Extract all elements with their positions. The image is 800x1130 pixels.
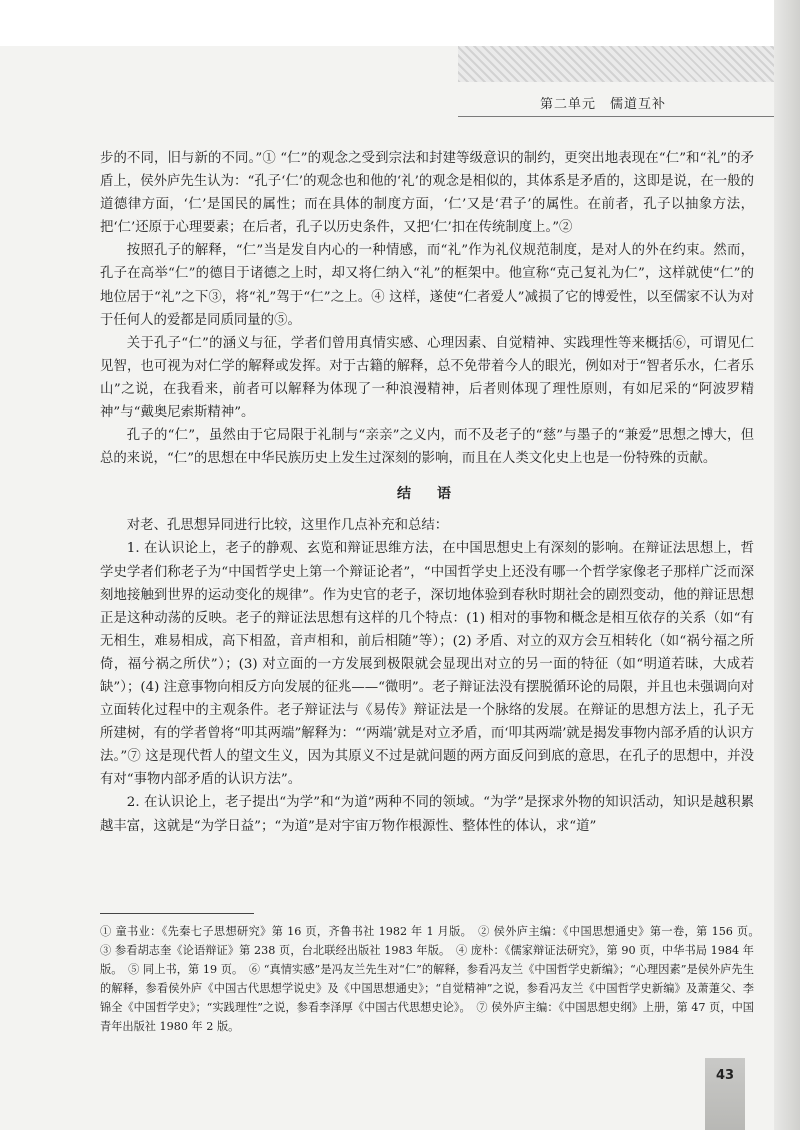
running-header-unit-title: 第二单元 儒道互补 — [540, 97, 667, 112]
paragraph: 1. 在认识论上，老子的静观、玄览和辩证思维方法，在中国思想史上有深刻的影响。在辩证法思想上，哲学史学者们称老子为“中国哲学史上第一个辩证论者”，“中国哲学史上还没有哪一个哲学家像老子那样广泛而深刻地接触到世界的运动变化的规律”。作为史官的老子，深切地体验到春秋时期社会的剧烈变动，他的辩证思想正是这种动荡的反映。老子的辩证法思想有这样的几个特点：(1) 相对的事物和概念是相互依存的关系（如“有无相生，难易相成，高下相盈，音声相和，前后相随”等）；(2) 矛盾、对立的双方会互相转化（如“祸兮福之所倚，福兮祸之所伏”）；(3) 对立面的一方发展到极限就会显现出对立的另一面的特征（如“明道若昧，大成若缺”）；(4) 注意事物向相反方向发展的征兆——“微明”。老子辩证法没有摆脱循环论的局限，并且也未强调向对立面转化过程中的主观条件。老子辩证法与《易传》辩证法是一个脉络的发展。在辩证的思想方法上，孔子无所建树，有的学者曾将“叩其两端”解释为：“‘两端’就是对立矛盾，而‘叩其两端’就是揭发事物内部矛盾的认识方法。”⑦ 这是现代哲人的望文生义，因为其原义不过是就问题的两方面反问到底的意思，在孔子的思想中，并没有对“事物内部矛盾的认识方法”。 — [100, 541, 754, 788]
paragraph-continued: 步的不同，旧与新的不同。”① “仁”的观念之受到宗法和封建等级意识的制约，更突出地表现在“仁”和“礼”的矛盾上，侯外庐先生认为：“孔子‘仁’的观念也和他的‘礼’的观念是相似的，其体系是矛盾的，这即是说，在一般的道德律方面，‘仁’是国民的属性；而在具体的制度方面，‘仁’又是‘君子’的属性。在前者，孔子以抽象方法，把‘仁’还原于心理要素；在后者，孔子以历史条件，又把‘仁’扣在传统制度上。”② — [100, 151, 754, 236]
page-edge-shadow — [774, 0, 800, 1130]
header-ornament — [458, 46, 774, 82]
header-rule — [458, 116, 774, 117]
main-text — [100, 147, 754, 838]
paragraph: 按照孔子的解释，“仁”当是发自内心的一种情感，而“礼”作为礼仪规范制度，是对人的外在约束。然而，孔子在高举“仁”的德目于诸德之上时，却又将仁纳入“礼”的框架中。他宣称“克己复礼为仁”，这样就使“仁”的地位居于“礼”之下③，将“礼”驾于“仁”之上。④ 这样，遂使“仁者爱人”减损了它的博爱性，以至儒家不认为对于任何人的爱都是同质同量的⑤。 — [100, 243, 754, 328]
footnote-text: ① 童书业：《先秦七子思想研究》第 16 页，齐鲁书社 1982 年 1 月版。 ② 侯外庐主编：《中国思想通史》第一卷，第 156 页。 ③ 参看胡志奎《论语辩证》第 238 页，台北联经出版社 1983 年版。 ④ 庞朴：《儒家辩证法研究》，第 90 页，中华书局 1984 年版。 ⑤ 同上书，第 19 页。 ⑥ “真情实感”是冯友兰先生对“仁”的解释，参看冯友兰《中国哲学史新编》；“心理因素”是侯外庐先生的解释，参看侯外庐《中国古代思想学说史》及《中国思想通史》；“自觉精神”之说，参看冯友兰《中国哲学史新编》及萧萐父、李锦全《中国哲学史》；“实践理性”之说，参看李泽厚《中国古代思想史论》。 ⑦ 侯外庐主编：《中国思想史纲》上册，第 47 页，中国青年出版社 1980 年 2 版。 — [100, 925, 766, 1033]
section-heading-conclusion: 结 语 — [397, 486, 457, 503]
footnote-separator — [100, 913, 254, 914]
page-number: 43 — [715, 1068, 735, 1083]
paragraph: 关于孔子“仁”的涵义与征，学者们曾用真情实感、心理因素、自觉精神、实践理性等来概括⑥，可谓见仁见智，也可视为对仁学的解释或发挥。对于古籍的解释，总不免带着今人的眼光，例如对于“智者乐水，仁者乐山”之说，在我看来，前者可以解释为体现了一种浪漫精神，后者则体现了理性原则，有如尼采的“阿波罗精神”与“戴奥尼索斯精神”。 — [100, 335, 754, 421]
paragraph: 2. 在认识论上，老子提出“为学”和“为道”两种不同的领域。“为学”是探求外物的知识活动，知识是越积累越丰富，这就是“为学日益”；“为道”是对宇宙万物作根源性、整体性的体认，求“道” — [100, 795, 754, 834]
paragraph: 孔子的“仁”，虽然由于它局限于礼制与“亲亲”之义内，而不及老子的“慈”与墨子的“兼爱”思想之博大，但总的来说，“仁”的思想在中华民族历史上发生过深刻的影响，而且在人类文化史上也是一份特殊的贡献。 — [100, 428, 754, 467]
footnotes — [100, 922, 766, 1036]
paragraph: 对老、孔思想异同进行比较，这里作几点补充和总结： — [126, 518, 449, 534]
top-margin — [0, 0, 800, 46]
